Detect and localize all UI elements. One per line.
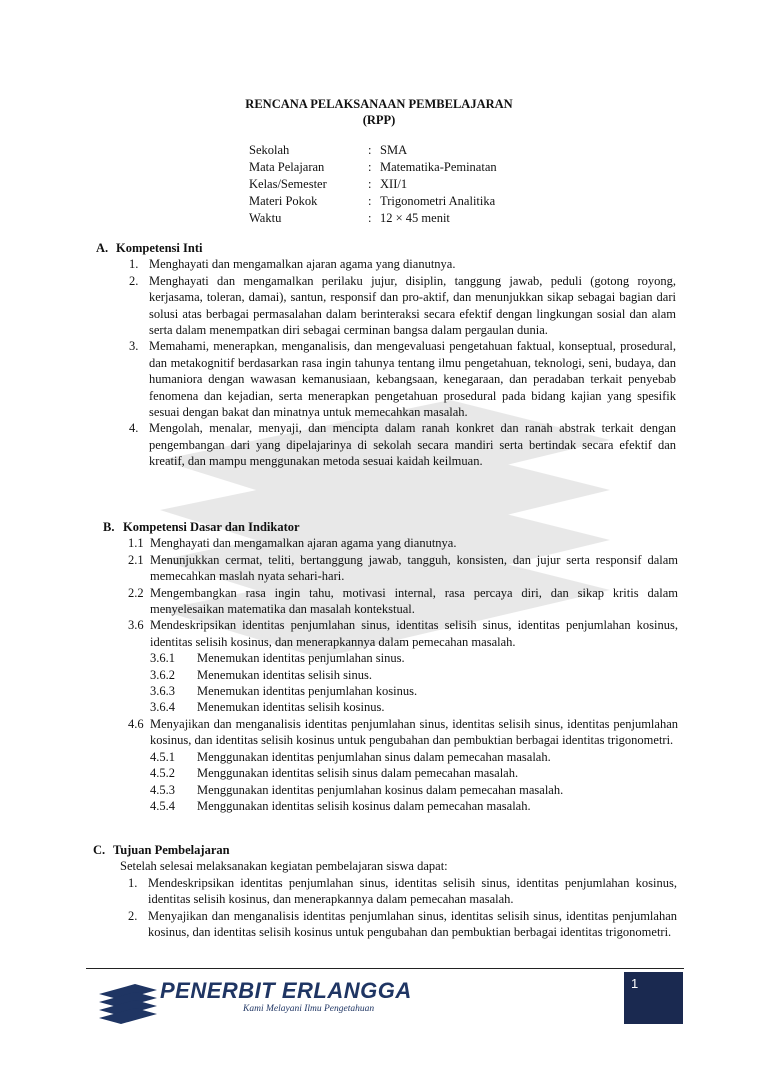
- list-item: [128, 535, 678, 551]
- item-text: Menyajikan dan menganalisis identitas penjumlahan sinus, identitas selisih sinus, identitas penjumlahan kosinus, dan identitas selisih kosinus untuk pengubahan dan pembuktian berbagai identitas trigonometri.: [148, 908, 677, 940]
- item-number: 4.6: [128, 716, 144, 731]
- sub-item-number: 4.5.4: [150, 798, 175, 813]
- sub-item-number: 3.6.3: [150, 684, 175, 699]
- section-letter: A.: [96, 241, 109, 255]
- footer-divider: [86, 968, 684, 969]
- info-label: Waktu: [249, 211, 282, 225]
- info-value: 12 × 45 menit: [380, 211, 450, 225]
- sub-item-text: Menemukan identitas selisih sinus.: [197, 667, 372, 682]
- sub-item-text: Menemukan identitas penjumlahan sinus.: [197, 651, 405, 666]
- sub-list: [150, 749, 678, 815]
- list-item: [128, 552, 678, 585]
- section-items: [129, 256, 676, 469]
- item-number: 1.: [129, 257, 139, 272]
- info-value: XII/1: [380, 177, 408, 191]
- info-separator: :: [368, 143, 372, 157]
- sub-item-text: Menggunakan identitas selisih sinus dalam pemecahan masalah.: [197, 766, 519, 781]
- section-letter: C.: [93, 843, 106, 857]
- section-items: [128, 875, 677, 941]
- sub-item-text: Menemukan identitas penjumlahan kosinus.: [197, 684, 418, 699]
- info-row: [249, 193, 497, 210]
- item-number: 2.2: [128, 585, 144, 600]
- sub-item: [150, 699, 678, 715]
- section-tujuan-pembelajaran: [93, 842, 677, 940]
- item-number: 3.: [129, 339, 139, 354]
- item-text: Menghayati dan mengamalkan ajaran agama yang dianutnya.: [149, 257, 456, 272]
- item-number: 3.6: [128, 618, 144, 633]
- item-number: 2.1: [128, 552, 144, 567]
- list-item: [128, 875, 677, 908]
- section-title: Kompetensi Inti: [116, 241, 203, 255]
- sub-list: [150, 650, 678, 716]
- list-item: [128, 716, 678, 749]
- sub-item: [150, 765, 678, 781]
- info-label: Materi Pokok: [249, 194, 318, 208]
- section-heading: [96, 240, 676, 256]
- list-item: [129, 256, 676, 272]
- section-intro: Setelah selesai melaksanakan kegiatan pembelajaran siswa dapat:: [120, 859, 448, 874]
- info-label: Kelas/Semester: [249, 177, 327, 191]
- item-number: 1.1: [128, 536, 144, 551]
- sub-item: [150, 749, 678, 765]
- section-heading: [103, 519, 678, 535]
- sub-item-number: 4.5.2: [150, 766, 175, 781]
- info-separator: :: [368, 211, 372, 225]
- info-separator: :: [368, 177, 372, 191]
- section-title: Kompetensi Dasar dan Indikator: [123, 520, 300, 534]
- document-subtitle: (RPP): [362, 113, 396, 127]
- item-text: Mengolah, menalar, menyaji, dan mencipta dalam ranah konkret dan ranah abstrak terkait dengan pengembangan dari yang dipelajarinya di sekolah secara mandiri serta bertindak secara efektif dan kreatif, dan mampu menggunakan metoda sesuai kaidah keilmuan.: [149, 421, 676, 469]
- section-heading: [93, 842, 677, 858]
- item-text: Menghayati dan mengamalkan perilaku jujur, disiplin, tanggung jawab, peduli (gotong royong, kerjasama, toleran, damai), santun, responsif dan pro-aktif, dan menunjukkan sikap sebagai bagian dari solusi atas berbagai permasalahan dalam berinteraksi secara efektif dengan lingkungan sosial dan alam serta dalam menempatkan diri sebagai cerminan bangsa dalam pergaulan dunia.: [149, 273, 676, 338]
- sub-item-text: Menggunakan identitas penjumlahan sinus dalam pemecahan masalah.: [197, 749, 551, 764]
- page-number: 1: [631, 976, 639, 991]
- info-value: Trigonometri Analitika: [380, 194, 496, 208]
- item-text: Memahami, menerapkan, menganalisis, dan mengevaluasi pengetahuan faktual, konseptual, prosedural, dan metakognitif berdasarkan rasa ingin tahunya tentang ilmu pengetahuan, teknologi, seni, budaya, dan humaniora dengan wawasan kemanusiaan, kebangsaan, kenegaraan, dan peradaban terkait penyebab fenomena dan kejadian, serta menerapkan pengetahuan prosedural pada bidang kajian yang spesifik sesuai dengan bakat dan minatnya untuk memecahkan masalah.: [149, 339, 676, 420]
- publisher-tagline: Kami Melayani Ilmu Pengetahuan: [243, 1004, 375, 1014]
- list-item: [129, 338, 676, 420]
- item-number: 1.: [128, 875, 138, 890]
- section-title: Tujuan Pembelajaran: [113, 843, 230, 857]
- section-letter: B.: [103, 520, 115, 534]
- list-item: [129, 273, 676, 339]
- list-item: [129, 420, 676, 469]
- list-item: [128, 585, 678, 618]
- section-items: [128, 535, 678, 814]
- item-number: 4.: [129, 421, 139, 436]
- info-value: SMA: [380, 143, 408, 157]
- info-label: Mata Pelajaran: [249, 160, 325, 174]
- document-title: RENCANA PELAKSANAAN PEMBELAJARAN: [245, 97, 513, 111]
- item-number: 2.: [129, 273, 139, 288]
- info-separator: :: [368, 194, 372, 208]
- sub-item: [150, 798, 678, 814]
- item-text: Menunjukkan cermat, teliti, bertanggung jawab, tangguh, konsisten, dan jujur serta responsif dalam memecahkan maslah nyata sehari-hari.: [150, 552, 678, 584]
- item-number: 2.: [128, 908, 138, 923]
- sub-item: [150, 683, 678, 699]
- info-value: Matematika-Peminatan: [380, 160, 497, 174]
- list-item: [128, 908, 677, 941]
- info-table: [249, 142, 497, 227]
- publisher-name: PENERBIT ERLANGGA: [160, 978, 412, 1003]
- info-row: [249, 159, 497, 176]
- info-row: [249, 210, 497, 227]
- sub-item: [150, 650, 678, 666]
- list-item: [128, 617, 678, 650]
- sub-item-number: 4.5.1: [150, 749, 175, 764]
- info-separator: :: [368, 160, 372, 174]
- section-kompetensi-dasar: [103, 519, 678, 814]
- section-kompetensi-inti: [96, 240, 676, 470]
- item-text: Menghayati dan mengamalkan ajaran agama yang dianutnya.: [150, 536, 457, 551]
- info-row: [249, 142, 497, 159]
- item-text: Mendeskripsikan identitas penjumlahan sinus, identitas selisih sinus, identitas penjumlahan kosinus, identitas selisih kosinus, dan menerapkannya dalam pemecahan masalah.: [150, 618, 678, 649]
- sub-item: [150, 667, 678, 683]
- sub-item: [150, 782, 678, 798]
- sub-item-number: 3.6.2: [150, 667, 175, 682]
- item-text: Menyajikan dan menganalisis identitas penjumlahan sinus, identitas selisih sinus, identitas penjumlahan kosinus, dan identitas selisih kosinus untuk pengubahan dan pembuktian berbagai identitas trigonometri.: [150, 716, 678, 748]
- sub-item-number: 3.6.4: [150, 700, 175, 715]
- sub-item-number: 4.5.3: [150, 782, 175, 797]
- sub-item-text: Menggunakan identitas penjumlahan kosinus dalam pemecahan masalah.: [197, 782, 564, 797]
- item-text: Mendeskripsikan identitas penjumlahan sinus, identitas selisih sinus, identitas penjumlahan kosinus, identitas selisih kosinus, dan menerapkannya dalam pemecahan masalah.: [148, 875, 677, 907]
- sub-item-text: Menemukan identitas selisih kosinus.: [197, 700, 385, 715]
- sub-item-text: Menggunakan identitas selisih kosinus dalam pemecahan masalah.: [197, 798, 531, 813]
- info-row: [249, 176, 497, 193]
- info-label: Sekolah: [249, 143, 290, 157]
- sub-item-number: 3.6.1: [150, 651, 175, 666]
- item-text: Mengembangkan rasa ingin tahu, motivasi internal, rasa percaya diri, dan sikap kritis dalam menyelesaikan matematika dan masalah kontekstual.: [150, 585, 678, 617]
